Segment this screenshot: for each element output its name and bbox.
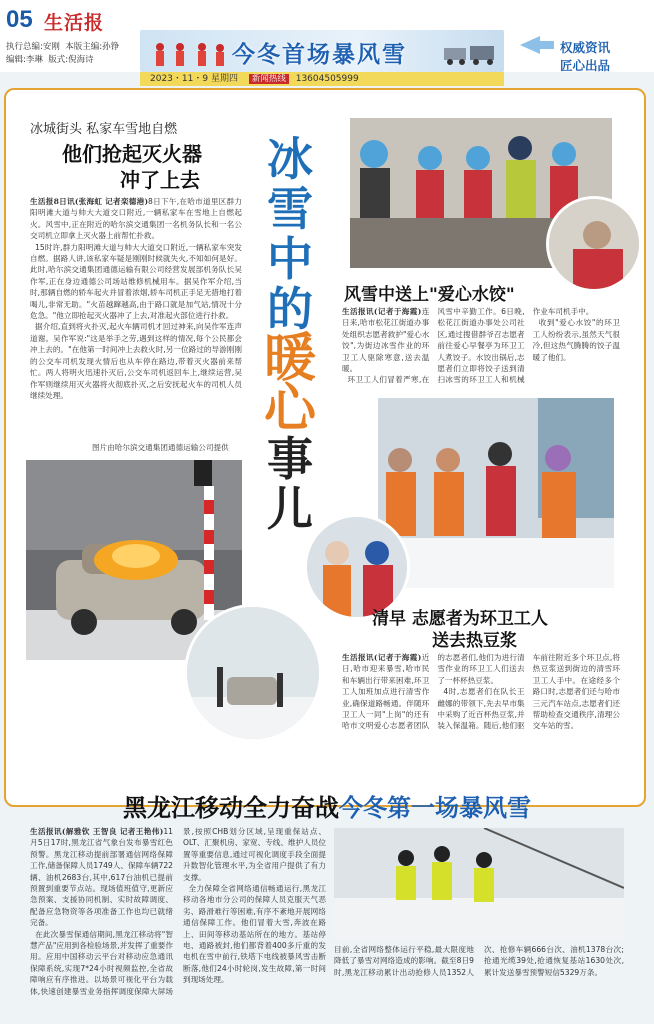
vertical-feature-title (258, 134, 322, 534)
fire-headline-line-1: 他们抢起灭火器 (62, 142, 202, 166)
vertical-title-char: 中 (267, 232, 313, 286)
sanitation-workers-image (378, 398, 614, 588)
fire-kicker: 冰城街头 私家车雪地自燃 (30, 122, 178, 137)
soymilk-paragraph-2: 4时,志愿者们在队长王雌娜的带领下,先去早市集中采购了近百杯热豆浆,并装入保温箱。随后,他们驱车前往附近多个环卫点,将热豆浆送到街边的清雪环卫工人手中。在途经多个路口时,志愿者们还与哈市三元汽车站点,志愿者们还帮助检查交通秩序,清理公交车站的雪。 (437, 653, 620, 731)
date-bar (140, 72, 504, 86)
fire-paragraph-1: 8日下午,在哈市道里区群力阳明滩大道与帅大大道交口附近,一辆私家车在雪地上自燃起火。风雪中,正在附近的哈尔滨交通集团一名机务队长和一名公交司机立即拿上灭火器上前帮忙扑救。 (30, 197, 242, 241)
paper-name: 生活报 (44, 12, 105, 34)
mobile-article-body-right (334, 944, 624, 1012)
mobile-paragraph-3: 全力保障全省网络通信畅通运行,黑龙江移动各地市分公司的保障人员克服天气恶劣、路滑难行等困难,有序不紊地开展网络通信保障工作。他们冒着大雪,奔波在路上、田间等移动基站所在的地方。基站停电、通路被封,他们都背着400多斤重的发电机在雪中前行,铁塔下电线被暴风雪击断断落,他们24小时轮岗,发生故障,第一时间到现场处理。 (183, 884, 326, 985)
editor: 编辑:李琳 (6, 55, 43, 65)
page-number: 05 (6, 6, 33, 33)
executive-editor: 执行总编:安刚 (6, 42, 60, 52)
arrow-icon (520, 34, 554, 56)
banner-title: 今冬首场暴风雪 (232, 41, 407, 68)
mobile-paragraph-4: 目前,全省网络整体运行平稳,最大限度地降低了暴雪对网络造成的影响。截至8日9时,黑龙江移动累计出动抢修人员1352人次、抢修车辆666台次、油机1378台次;抢通光缆39处,抢通恢复基站1630处次,累计发送暴雪预警短信5329万条。 (334, 945, 624, 977)
vertical-title-char: 的 (267, 282, 313, 336)
fire-paragraph-2: 15时许,群力阳明滩大道与帅大大道交口附近,一辆私家车突发自燃。据路人讲,该私家车疑是刚刚时候就失火,不知如何是好。此时,哈尔滨交通集团通德运输有限公司经营发展部机务队长吴作军,正在身边通德公司场站维修机械用车。据吴作军介绍,当时,那辆自燃的轿车起火并冒着浓烟,轿车司机正手足无措地打着喝儿,非常无助。"火苗越蹿越高,由于路口就是加气站,情况十分危急。"他立即抢起灭火器冲了上去,对准起火部位进行扑救。 (30, 242, 242, 321)
mobile-headline-part-1: 黑龙江移动全力奋战 (123, 793, 339, 822)
dumplings-headline-part-2: "爱心水饺" (429, 285, 515, 305)
volunteer-handing-cup-image (307, 517, 407, 617)
worker-eating-image (549, 199, 639, 289)
mobile-headline (0, 788, 654, 828)
fire-photo-credit: 图片由哈尔滨交通集团通德运输公司提供 (92, 443, 229, 452)
credits-line-1 (6, 40, 119, 52)
dumplings-headline-part-1: 风雪中送上 (344, 285, 429, 305)
fire-headline-line-2: 冲了上去 (120, 168, 200, 192)
soymilk-photo (378, 398, 614, 588)
vertical-title-char: 雪 (267, 182, 313, 236)
soymilk-article-body (342, 652, 620, 752)
fire-article-body (30, 196, 242, 454)
vertical-title-char: 冰 (267, 132, 313, 186)
fire-byline: 生活报8日讯(张海虹 记者栾德港) (30, 197, 149, 206)
vertical-title-char: 心 (263, 378, 316, 439)
dumplings-paragraph-2: 环卫工人们冒着严寒,在风雪中辛勤工作。6日晚,松花江街道办事处公司社区,通过搜借群爷召志愿者前往爱心早餐亭为环卫工人煮饺子。水饺出锅后,志愿者们立即将饺子送到清扫冰雪的环卫工人和机械作业车司机手中。 (347, 307, 594, 385)
workers-illustration-icon (150, 38, 230, 70)
firefighter-inset-photo (184, 604, 322, 742)
hotline-number: 13604505999 (295, 74, 359, 84)
credits-line-2 (6, 53, 94, 65)
traffic-light-icon (190, 460, 230, 620)
hotline-label: 新闻热线 (249, 74, 289, 84)
slogan-line-2: 匠心出品 (560, 58, 611, 73)
page-editor: 本版主编:孙铮 (65, 42, 120, 52)
dumplings-paragraph-1: 连日来,哈市松花江街道办事处组织志愿者救护"爱心水饺",为街边冰雪作业的环卫工人驱除寒意,送去温暖。 (342, 307, 430, 374)
vertical-title-char: 儿 (267, 482, 313, 536)
vertical-title-char: 事 (267, 432, 313, 486)
dumplings-inset-photo (546, 196, 642, 292)
mobile-repair-photo (334, 828, 624, 940)
snow-trucks-icon (440, 36, 500, 68)
mobile-article-body-left (30, 826, 326, 1012)
mobile-paragraph-1: 11月5日17时,黑龙江省气象台发布暴雪红色预警。黑龙江移动提前部署通信网络保障工作,储备保障人员1749人、保障车辆722辆、油机2683台,其中,617台油机已提前预置到重要节点站。现场值班值守,更新应急预案、支援协同机制、实时故障调度、配备应急物资等各项准备工作也均已就绪完备。 (30, 827, 173, 928)
mobile-byline: 生活报讯(解雅钦 王智良 记者王艳伟) (30, 827, 164, 836)
soymilk-byline: 生活报讯(记者于海霞) (342, 653, 422, 662)
dumplings-headline (344, 280, 515, 305)
fire-paragraph-3: 据介绍,直到将火扑灭,起火车辆司机才回过神来,向吴作军连声道谢。吴作军说:"这是举手之劳,遇到这样的情况,每个公民都会冲上去的。"在他第一时间冲上去救火时,另一位路过的导游刚刚的公交车司机发现火情后也从车停在路边,带着灭火器前来帮忙。两人将明火迅速扑灭后,公交车司机返回车上,继续运营,吴作军则继续用灭火器将火彻底扑灭,之后安抚起火车的司机人员继续处理。 (30, 322, 242, 400)
repair-crew-snow-image (334, 828, 624, 940)
soymilk-headline-line-1: 清早 志愿者为环卫工人 (372, 609, 548, 629)
slogan-line-1: 权威资讯 (560, 40, 611, 55)
mobile-paragraph-2: 在此次暴雪保通信期间,黑龙江移动将"智慧产品"应用到各检验场景,并发挥了重要作用。应用中国移动云平台对移动应急通讯保障系统,实现7*24小时视频监控,全省故障响应有序推进。以场景可视化平台为载体,快速创建暴雪业务指挥调度保障大屏场景,按照CHB划分区域,呈现重保站点、OLT、汇聚机房、家宽、专线、维护人员位置等重要信息,通过可视化调度手段全面提升数智化管理水平,为全省用户提供了有力支撑。 (30, 827, 326, 996)
designer: 版式:倪海诗 (48, 55, 94, 65)
soymilk-headline-line-2: 送去热豆浆 (432, 631, 517, 651)
dumplings-article-body (342, 306, 620, 390)
street-scene-image (187, 607, 319, 739)
issue-date: 2023・11・9 星期四 (150, 74, 238, 84)
soymilk-paragraph-1: 近日,哈市迎来暴雪,哈市民和车辆出行带来困难,环卫工人加班加点进行清雪作业,确保道路畅通。伴随环卫工人一同"上岗"的还有哈市文明爱心志愿者团队的志愿者们,他们为进行清雪作业的环卫工人们送去了一杯杯热豆浆。 (342, 653, 525, 731)
mobile-headline-part-2: 今冬第一场暴风雪 (339, 793, 531, 822)
dumplings-paragraph-3: 收到"爱心水饺"的环卫工人纷纷表示,虽然天气很冷,但这热气腾腾的饺子温暖了他们。 (532, 318, 620, 362)
dumplings-byline: 生活报讯(记者于海霞) (342, 307, 422, 316)
vertical-title-char: 暖 (263, 328, 316, 389)
